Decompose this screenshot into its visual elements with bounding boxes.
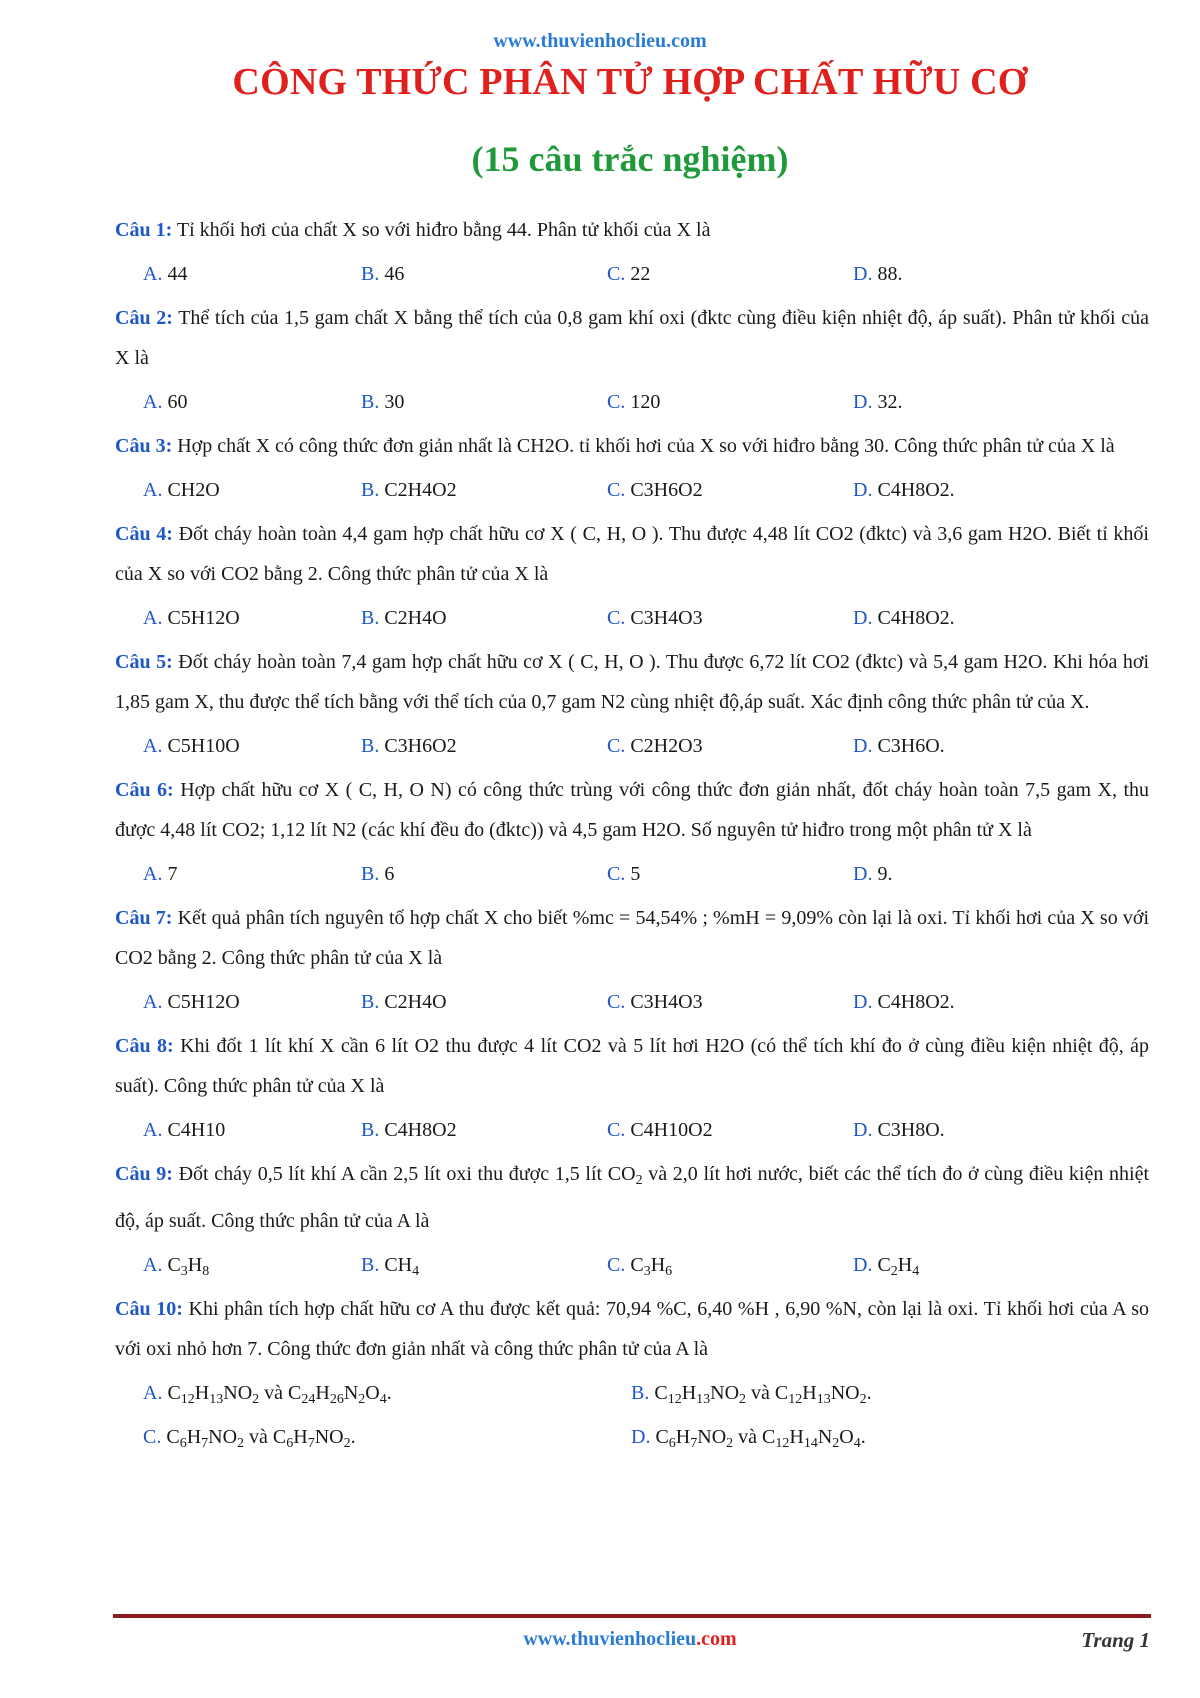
answer-option-value: C4H8O2.	[877, 607, 955, 629]
footer-site-name: thuvienhoclieu	[570, 1628, 697, 1650]
answer-option[interactable]	[607, 254, 853, 294]
answer-options	[115, 854, 1149, 894]
answer-option[interactable]	[853, 854, 1099, 894]
answer-option-value: 6	[668, 1436, 676, 1451]
answer-option-value: C5H10O	[167, 735, 240, 757]
question-text	[115, 426, 1149, 466]
document-title: CÔNG THỨC PHÂN TỬ HỢP CHẤT HỮU CƠ	[232, 61, 1028, 103]
answer-option-label: C.	[607, 479, 626, 501]
question-text	[115, 298, 1149, 378]
answer-option[interactable]	[115, 1110, 361, 1150]
answer-option-value: 2	[739, 1392, 747, 1407]
answer-option-value: H	[650, 1254, 666, 1276]
answer-option-value: C	[654, 1382, 668, 1404]
answer-option[interactable]	[115, 470, 361, 510]
question-label: Câu 9:	[115, 1163, 173, 1185]
answer-option-value: H	[789, 1426, 804, 1448]
answer-option[interactable]	[115, 982, 361, 1022]
answer-option-value: C2H4O	[384, 607, 447, 629]
answer-option-label: B.	[361, 1254, 380, 1276]
answer-option-value: 14	[803, 1436, 818, 1451]
answer-option-label: D.	[853, 1119, 873, 1141]
question-body: Khi phân tích hợp chất hữu cơ A thu được kết quả: 70,94 %C, 6,40 %H , 6,90 %N, còn lại là oxi. Tỉ khối hơi của A so với oxi nhỏ hơn 7. Công thức đơn giản nhất và công thức phân tử của A là	[115, 1298, 1149, 1360]
answer-option-label: A.	[143, 479, 163, 501]
answer-options	[115, 1245, 1149, 1285]
answer-option-value: NO	[314, 1426, 344, 1448]
answer-option-value: và C	[244, 1426, 287, 1448]
answer-option-value: 6	[286, 1436, 294, 1451]
answer-option-value: 7	[201, 1436, 209, 1451]
answer-option-label: D.	[853, 263, 873, 285]
answer-option-label: B.	[361, 735, 380, 757]
answer-option[interactable]	[361, 470, 607, 510]
answer-option[interactable]	[115, 1245, 361, 1285]
answer-options	[115, 726, 1149, 766]
answer-options	[115, 982, 1149, 1022]
answer-option-value: 12	[775, 1436, 790, 1451]
answer-option-label: D.	[853, 479, 873, 501]
answer-option-label: B.	[361, 607, 380, 629]
question-label: Câu 3:	[115, 435, 173, 457]
answer-option[interactable]	[607, 1245, 853, 1285]
answer-option[interactable]	[115, 854, 361, 894]
answer-option-value: 2	[726, 1436, 734, 1451]
answer-option-label: B.	[361, 391, 380, 413]
answer-option-value: 7	[307, 1436, 315, 1451]
answer-option-value: 4	[853, 1436, 861, 1451]
answer-option[interactable]	[607, 382, 853, 422]
answer-option-label: B.	[631, 1382, 650, 1404]
answer-options	[115, 470, 1149, 510]
answer-option-value: 2	[343, 1436, 351, 1451]
question-label: Câu 10:	[115, 1298, 183, 1320]
answer-option-label: A.	[143, 1382, 163, 1404]
answer-option-value: 12	[788, 1392, 803, 1407]
answer-option-value: H	[897, 1254, 913, 1276]
answer-option-value: 2	[859, 1392, 867, 1407]
answer-options	[115, 1110, 1149, 1150]
answer-option-value: H	[802, 1382, 817, 1404]
answer-option-value: 22	[630, 263, 651, 285]
answer-option-value: CH2O	[167, 479, 220, 501]
answer-option-value: H	[675, 1426, 691, 1448]
answer-option-value: 2	[237, 1436, 245, 1451]
answer-option-value: C2H2O3	[630, 735, 703, 757]
answer-option-label: A.	[143, 991, 163, 1013]
answer-option-value: H	[681, 1382, 697, 1404]
answer-option-value: C2H4O2	[384, 479, 457, 501]
answer-option-value: 12	[667, 1392, 682, 1407]
answer-option[interactable]	[115, 598, 361, 638]
answer-option[interactable]	[115, 254, 361, 294]
footer-site-suffix: .com	[696, 1628, 737, 1650]
answer-option-label: D.	[631, 1426, 651, 1448]
question-list	[115, 210, 1149, 1461]
answer-option-label: C.	[607, 863, 626, 885]
answer-option[interactable]	[853, 1245, 1099, 1285]
answer-option-label: A.	[143, 607, 163, 629]
answer-option-value: 3	[643, 1264, 651, 1279]
answer-option-label: C.	[607, 735, 626, 757]
page-number: Trang 1	[1081, 1628, 1150, 1652]
answer-option-value: C4H10	[167, 1119, 226, 1141]
answer-option-label: B.	[361, 991, 380, 1013]
answer-option-value: 30	[384, 391, 405, 413]
answer-option-value: 3	[180, 1264, 188, 1279]
answer-option-value: CH	[384, 1254, 413, 1276]
answer-option-value: C4H8O2.	[877, 479, 955, 501]
question-body: Hợp chất X có công thức đơn giản nhất là CH2O. tỉ khối hơi của X so với hiđro bằng 30. Công thức phân tử của X là	[177, 435, 1115, 457]
answer-option-value: và C	[733, 1426, 776, 1448]
answer-option-value: 5	[630, 863, 641, 885]
answer-option-label: A.	[143, 735, 163, 757]
answer-option[interactable]	[607, 598, 853, 638]
answer-option-value: H	[194, 1382, 210, 1404]
question-label: Câu 2:	[115, 307, 173, 329]
question-label: Câu 4:	[115, 523, 173, 545]
answer-option-value: O	[365, 1382, 380, 1404]
answer-option-label: B.	[361, 863, 380, 885]
answer-option-value: 2	[358, 1392, 366, 1407]
answer-option-label: C.	[607, 607, 626, 629]
answer-option[interactable]	[631, 1417, 1147, 1457]
answer-option-value: O	[839, 1426, 854, 1448]
answer-option-label: C.	[607, 391, 626, 413]
answer-option-value: 13	[816, 1392, 831, 1407]
answer-option-value: C3H4O3	[630, 991, 703, 1013]
answer-option-value: C3H6O2	[630, 479, 703, 501]
answer-option-value: H	[187, 1254, 203, 1276]
footer-site-prefix: www.	[523, 1628, 571, 1650]
answer-option[interactable]	[361, 254, 607, 294]
question-text	[115, 1289, 1149, 1369]
answer-option[interactable]	[607, 854, 853, 894]
answer-option-value: 6	[384, 863, 395, 885]
answer-option-value: N	[343, 1382, 359, 1404]
answer-option[interactable]	[361, 854, 607, 894]
answer-option-value: 13	[209, 1392, 224, 1407]
answer-option-label: B.	[361, 263, 380, 285]
answer-option[interactable]	[607, 470, 853, 510]
answer-option[interactable]	[115, 1373, 631, 1413]
answer-option-value: 4	[379, 1392, 387, 1407]
answer-option-label: C.	[607, 1254, 626, 1276]
answer-option-value: .	[350, 1426, 356, 1448]
answer-option-value: 88.	[877, 263, 903, 285]
answer-option[interactable]	[853, 982, 1099, 1022]
question-label: Câu 8:	[115, 1035, 174, 1057]
question-body: Đốt cháy hoàn toàn 4,4 gam hợp chất hữu cơ X ( C, H, O ). Thu được 4,48 lít CO2 (đktc) và 3,6 gam H2O. Biết tỉ khối của X so với CO2 bằng 2. Công thức phân tử của X là	[115, 523, 1149, 585]
answer-option-value: C3H8O.	[877, 1119, 945, 1141]
answer-option-label: B.	[361, 1119, 380, 1141]
question-body: Khi đốt 1 lít khí X cần 6 lít O2 thu được 4 lít CO2 và 5 lít hơi H2O (có thể tích khí đo ở cùng điều kiện nhiệt độ, áp suất). Công thức phân tử của X là	[115, 1035, 1150, 1097]
document-subtitle: (15 câu trắc nghiệm)	[471, 139, 789, 179]
header-site-suffix: .com	[666, 30, 707, 52]
answer-option-value: 44	[167, 263, 188, 285]
answer-option-label: C.	[607, 263, 626, 285]
answer-option[interactable]	[361, 1245, 607, 1285]
answer-option-value: 2	[252, 1392, 260, 1407]
answer-option-value: NO	[208, 1426, 238, 1448]
answer-options	[115, 598, 1149, 638]
answer-option[interactable]	[607, 982, 853, 1022]
answer-option-value: C3H4O3	[630, 607, 703, 629]
answer-option[interactable]	[853, 254, 1099, 294]
answer-option-value: 7	[167, 863, 178, 885]
answer-option-value: H	[293, 1426, 308, 1448]
question-text	[115, 898, 1149, 978]
answer-option-value: C3H6O2	[384, 735, 457, 757]
answer-option-value: 24	[301, 1392, 316, 1407]
answer-option-value: 32.	[877, 391, 903, 413]
question-label: Câu 7:	[115, 907, 173, 929]
answer-option-label: A.	[143, 863, 163, 885]
answer-option-label: C.	[607, 991, 626, 1013]
answer-option[interactable]	[361, 726, 607, 766]
answer-option-value: 26	[329, 1392, 344, 1407]
answer-option-value: C4H10O2	[630, 1119, 713, 1141]
answer-option-value: C3H6O.	[877, 735, 945, 757]
answer-option-value: H	[315, 1382, 330, 1404]
answer-option-value: H	[186, 1426, 202, 1448]
answer-option[interactable]	[361, 598, 607, 638]
answer-option-value: 6	[665, 1264, 673, 1279]
question-body: Hợp chất hữu cơ X ( C, H, O N) có công thức trùng với công thức đơn giản nhất, đốt cháy hoàn toàn 7,5 gam X, thu được 4,48 lít CO2; 1,12 lít N2 (các khí đều đo (đktc)) và 4,5 gam H2O. Số nguyên tử hiđro trong một phân tử X là	[115, 779, 1149, 841]
question-label: Câu 5:	[115, 651, 173, 673]
answer-options	[115, 254, 1149, 294]
answer-option[interactable]	[853, 598, 1099, 638]
answer-option-value: C5H12O	[167, 607, 240, 629]
answer-option-value: và C	[259, 1382, 302, 1404]
answer-option-label: D.	[853, 735, 873, 757]
header-site-prefix: www.	[493, 30, 541, 52]
question-text	[115, 642, 1149, 722]
answer-option-value: 46	[384, 263, 405, 285]
answer-option-label: D.	[853, 863, 873, 885]
answer-option[interactable]	[631, 1373, 1147, 1413]
answer-option-value: 60	[167, 391, 188, 413]
answer-option-value: 12	[180, 1392, 195, 1407]
answer-option-value: C2H4O	[384, 991, 447, 1013]
answer-option-value: NO	[223, 1382, 253, 1404]
question-body: Đốt cháy 0,5 lít khí A cần 2,5 lít oxi thu được 1,5 lít CO	[178, 1163, 636, 1185]
question-body: Đốt cháy hoàn toàn 7,4 gam hợp chất hữu cơ X ( C, H, O ). Thu được 6,72 lít CO2 (đktc) và 5,4 gam H2O. Khi hóa hơi 1,85 gam X, thu được thể tích bằng với thể tích của 0,7 gam N2 cùng nhiệt độ,áp suất. Xác định công thức phân tử của X.	[115, 651, 1150, 713]
answer-options	[115, 1417, 1149, 1457]
answer-option-label: B.	[361, 479, 380, 501]
question-body: Thể tích của 1,5 gam chất X bằng thể tích của 0,8 gam khí oxi (đktc cùng điều kiện nhiệt độ, áp suất). Phân tử khối của X là	[115, 307, 1150, 369]
question-label: Câu 6:	[115, 779, 174, 801]
answer-option-label: D.	[853, 391, 873, 413]
answer-option-value: 4	[912, 1264, 920, 1279]
answer-option[interactable]	[361, 1110, 607, 1150]
question-body: 2	[635, 1173, 643, 1188]
answer-option-value: C	[167, 1254, 181, 1276]
answer-option-value: và C	[746, 1382, 789, 1404]
answer-option-label: D.	[853, 1254, 873, 1276]
answer-option[interactable]	[853, 1110, 1099, 1150]
answer-option-label: A.	[143, 391, 163, 413]
answer-option-value: C	[655, 1426, 669, 1448]
question-label: Câu 1:	[115, 219, 173, 241]
answer-option[interactable]	[361, 382, 607, 422]
answer-option-value: .	[386, 1382, 392, 1404]
answer-option-value: C	[877, 1254, 891, 1276]
answer-option-label: A.	[143, 263, 163, 285]
answer-option-value: C5H12O	[167, 991, 240, 1013]
answer-option-value: NO	[710, 1382, 740, 1404]
answer-option[interactable]	[607, 726, 853, 766]
answer-option[interactable]	[115, 1417, 631, 1457]
question-text	[115, 514, 1149, 594]
question-body: và 2,0 lít hơi nước, biết các thể tích đo ở cùng điều kiện nhiệt độ, áp suất. Công thức phân tử của A là	[115, 1163, 1150, 1232]
answer-option-label: C.	[607, 1119, 626, 1141]
answer-option-value: C	[166, 1426, 180, 1448]
answer-option-value: .	[866, 1382, 872, 1404]
answer-option-value: 7	[690, 1436, 698, 1451]
question-text	[115, 1154, 1149, 1241]
answer-option-value: .	[860, 1426, 866, 1448]
answer-option-value: NO	[830, 1382, 860, 1404]
answer-option[interactable]	[607, 1110, 853, 1150]
answer-option-value: 2	[890, 1264, 898, 1279]
answer-options	[115, 1373, 1149, 1413]
answer-option[interactable]	[853, 470, 1099, 510]
answer-option-value: 4	[412, 1264, 420, 1279]
answer-option[interactable]	[115, 726, 361, 766]
question-text	[115, 210, 1149, 250]
answer-option-value: C	[630, 1254, 644, 1276]
answer-option-value: 9.	[877, 863, 893, 885]
answer-option-value: 8	[202, 1264, 210, 1279]
answer-option-value: 120	[630, 391, 661, 413]
question-text	[115, 1026, 1149, 1106]
answer-option-value: C4H8O2.	[877, 991, 955, 1013]
answer-option-value: 6	[179, 1436, 187, 1451]
answer-options	[115, 382, 1149, 422]
answer-option-label: D.	[853, 991, 873, 1013]
answer-option-label: C.	[143, 1426, 162, 1448]
answer-option-label: A.	[143, 1119, 163, 1141]
header-site-name: thuvienhoclieu	[540, 30, 667, 52]
answer-option[interactable]	[361, 982, 607, 1022]
answer-option-value: N	[817, 1426, 833, 1448]
question-body: Tỉ khối hơi của chất X so với hiđro bằng 44. Phân tử khối của X là	[176, 219, 711, 241]
footer-site-link[interactable]	[0, 1628, 1200, 1651]
answer-option[interactable]	[853, 382, 1099, 422]
answer-option-label: D.	[853, 607, 873, 629]
answer-option-value: 2	[832, 1436, 840, 1451]
answer-option-value: C	[167, 1382, 181, 1404]
answer-option-value: C4H8O2	[384, 1119, 457, 1141]
answer-option-value: NO	[697, 1426, 727, 1448]
answer-option[interactable]	[853, 726, 1099, 766]
answer-option-value: 13	[696, 1392, 711, 1407]
header-site-link[interactable]	[0, 30, 1200, 53]
question-body: Kết quả phân tích nguyên tố hợp chất X cho biết %mc = 54,54% ; %mH = 9,09% còn lại là oxi. Tỉ khối hơi của X so với CO2 bằng 2. Công thức phân tử của X là	[115, 907, 1150, 969]
footer-divider	[113, 1614, 1151, 1618]
answer-option[interactable]	[115, 382, 361, 422]
question-text	[115, 770, 1149, 850]
answer-option-label: A.	[143, 1254, 163, 1276]
